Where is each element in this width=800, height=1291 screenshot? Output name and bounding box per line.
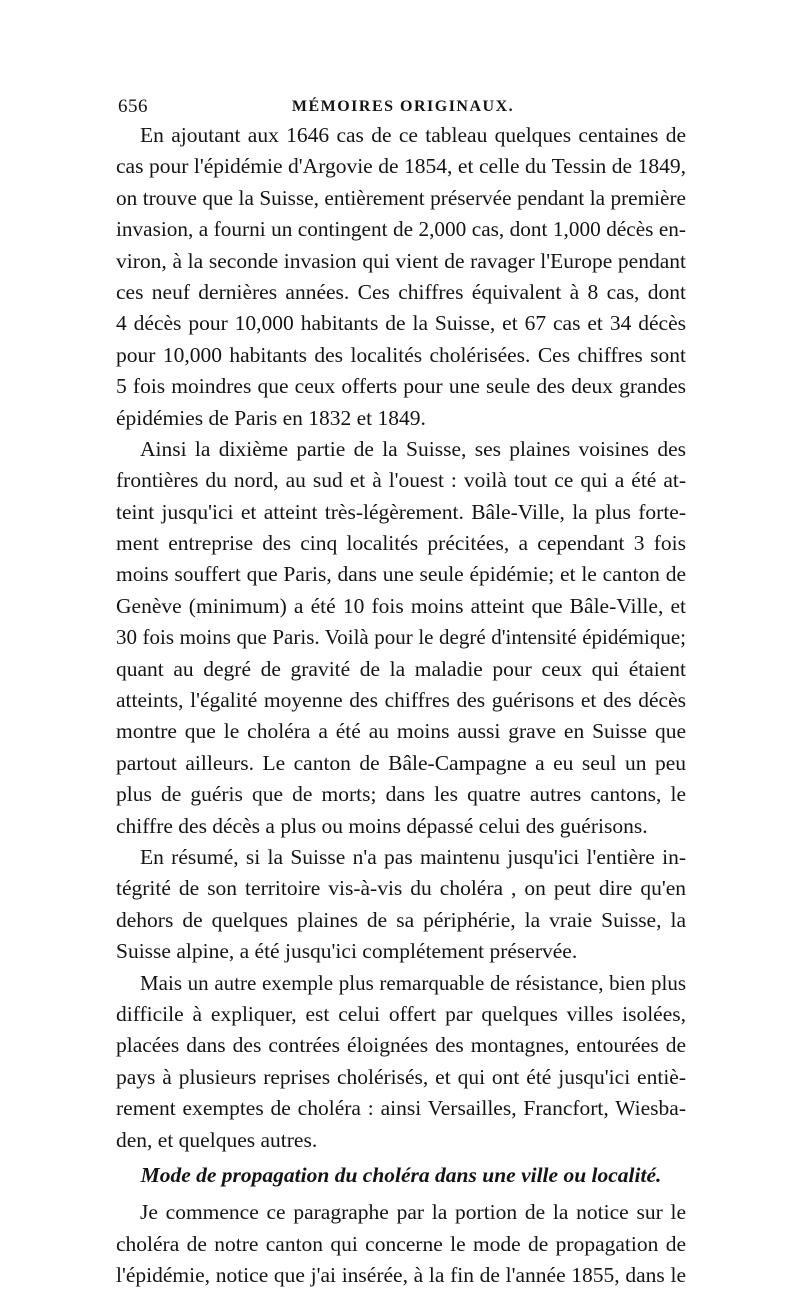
text-line: invasion, a fourni un contingent de 2,000 cas, dont 1,000 décès en- bbox=[116, 217, 686, 242]
text-line: ces neuf dernières années. Ces chiffres équivalent à 8 cas, dont bbox=[116, 279, 686, 304]
text-line: choléra de notre canton qui concerne le mode de propagation de bbox=[116, 1231, 686, 1256]
running-title: MÉMOIRES ORIGINAUX. bbox=[291, 98, 515, 115]
text-line: Suisse alpine, a été jusqu'ici complétement préservée. bbox=[116, 939, 578, 964]
text-line: pour 10,000 habitants des localités cholérisées. Ces chiffres sont bbox=[116, 342, 686, 367]
text-line: teint jusqu'ici et atteint très-légèrement. Bâle-Ville, la plus forte- bbox=[116, 499, 686, 524]
text-line: placées dans des contrées éloignées des montagnes, entourées de bbox=[116, 1033, 686, 1058]
text-line: épidémies de Paris en 1832 et 1849. bbox=[116, 405, 426, 430]
text-line: rement exemptes de choléra : ainsi Versailles, Francfort, Wiesba- bbox=[116, 1096, 686, 1121]
text-line: En ajoutant aux 1646 cas de ce tableau quelques centaines de bbox=[140, 123, 686, 147]
text-line: 5 fois moindres que ceux offerts pour une seule des deux grandes bbox=[116, 374, 686, 399]
text-line: l'épidémie, notice que j'ai insérée, à la fin de l'année 1855, dans le bbox=[116, 1263, 686, 1288]
text-line: quant au degré de gravité de la maladie pour ceux qui étaient bbox=[116, 656, 686, 681]
text-line: Mais un autre exemple plus remarquable de résistance, bien plus bbox=[140, 970, 686, 995]
page-header bbox=[118, 96, 688, 122]
text-line: montre que le choléra a été au moins aussi grave en Suisse que bbox=[116, 719, 686, 744]
text-line: 30 fois moins que Paris. Voilà pour le degré d'intensité épidémique; bbox=[116, 625, 686, 650]
text-line: dehors de quelques plaines de sa périphérie, la vraie Suisse, la bbox=[116, 907, 686, 932]
text-line: pays à plusieurs reprises cholérisés, et qui ont été jusqu'ici entiè- bbox=[116, 1064, 686, 1089]
text-line: Genève (minimum) a été 10 fois moins atteint que Bâle-Ville, et bbox=[116, 593, 686, 618]
page-number: 656 bbox=[118, 96, 148, 117]
text-line: frontières du nord, au sud et à l'ouest : voilà tout ce qui a été at- bbox=[116, 468, 686, 493]
text-line: plus de guéris que de morts; dans les quatre autres cantons, le bbox=[116, 782, 686, 807]
text-line: den, et quelques autres. bbox=[116, 1127, 318, 1152]
text-line: tégrité de son territoire vis-à-vis du choléra , on peut dire qu'en bbox=[116, 876, 686, 901]
section-heading: Mode de propagation du choléra dans une ville ou localité. bbox=[140, 1162, 662, 1187]
text-line: ment entreprise des cinq localités précitées, a cependant 3 fois bbox=[116, 531, 686, 556]
text-line: on trouve que la Suisse, entièrement préservée pendant la première bbox=[116, 185, 686, 210]
text-line: partout ailleurs. Le canton de Bâle-Campagne a eu seul un peu bbox=[116, 750, 686, 775]
text-line: viron, à la seconde invasion qui vient de ravager l'Europe pendant bbox=[116, 248, 686, 273]
text-line: chiffre des décès a plus ou moins dépassé celui des guérisons. bbox=[116, 813, 648, 838]
body-text bbox=[116, 120, 686, 1291]
text-line: En résumé, si la Suisse n'a pas maintenu jusqu'ici l'entière in- bbox=[140, 844, 686, 869]
text-line: moins souffert que Paris, dans une seule épidémie; et le canton de bbox=[116, 562, 686, 587]
text-line: Je commence ce paragraphe par la portion de la notice sur le bbox=[140, 1200, 686, 1225]
text-line: cas pour l'épidémie d'Argovie de 1854, et celle du Tessin de 1849, bbox=[116, 154, 686, 179]
text-line: difficile à expliquer, est celui offert par quelques villes isolées, bbox=[116, 1001, 686, 1026]
text-line: Ainsi la dixième partie de la Suisse, ses plaines voisines des bbox=[140, 436, 686, 461]
text-line: 4 décès pour 10,000 habitants de la Suisse, et 67 cas et 34 décès bbox=[116, 311, 686, 336]
text-line: atteints, l'égalité moyenne des chiffres des guérisons et des décès bbox=[116, 688, 686, 713]
